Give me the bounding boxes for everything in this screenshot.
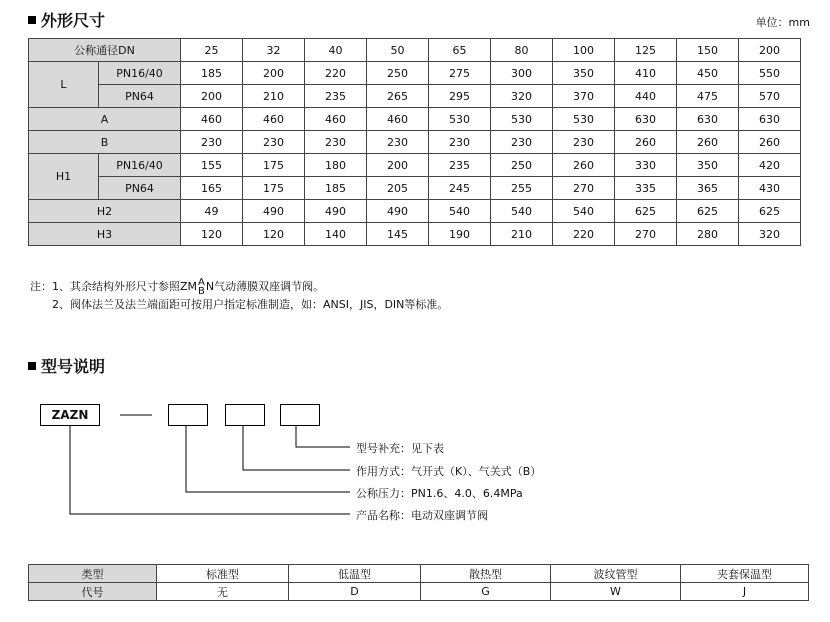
table-cell: 440 [615,85,677,108]
model-code-box: ZAZN [40,404,100,426]
table-cell: 125 [615,39,677,62]
table-cell: 270 [615,223,677,246]
table-cell: 145 [367,223,429,246]
dimensions-heading-text: 外形尺寸 [41,11,106,30]
heading-bullet [28,362,36,370]
table-cell: 365 [677,177,739,200]
table-cell: W [551,583,681,601]
table-cell: 250 [367,62,429,85]
row-label-B: B [29,131,181,154]
table-cell: 320 [491,85,553,108]
table-row [29,200,801,223]
table-cell: 波纹管型 [551,565,681,583]
table-cell: 49 [181,200,243,223]
table-cell: 275 [429,62,491,85]
table-cell: 210 [243,85,305,108]
table-cell: 570 [739,85,801,108]
table-cell: 散热型 [421,565,551,583]
table-cell: 260 [677,131,739,154]
sub-label: PN16/40 [99,154,181,177]
table-row [29,154,801,177]
table-cell: 235 [305,85,367,108]
table-cell: 630 [739,108,801,131]
row-label-H3: H3 [29,223,181,246]
fraction-bottom: B [198,286,205,297]
table-cell: 65 [429,39,491,62]
table-cell: 200 [243,62,305,85]
table-row [29,131,801,154]
table-row [29,62,801,85]
table-cell: 180 [305,154,367,177]
table-cell: 120 [243,223,305,246]
table-cell: 235 [429,154,491,177]
table-cell: 350 [553,62,615,85]
label-pressure: 公称压力：PN1.6、4.0、6.4MPa [356,487,523,500]
table-cell: 25 [181,39,243,62]
note-line-1 [30,278,448,296]
table-cell: 260 [615,131,677,154]
table-cell: 220 [553,223,615,246]
table-cell: 630 [615,108,677,131]
type-row-label: 类型 [29,565,157,583]
sub-label: PN64 [99,85,181,108]
note-line-2: 2、阀体法兰及法兰端面距可按用户指定标准制造，如：ANSI，JIS，DIN等标准。 [52,298,449,311]
table-cell: 410 [615,62,677,85]
table-cell: 530 [491,108,553,131]
table-cell: 430 [739,177,801,200]
table-cell: 260 [739,131,801,154]
table-cell: 460 [243,108,305,131]
table-cell: 270 [553,177,615,200]
table-cell: 490 [367,200,429,223]
table-row [29,108,801,131]
table-cell: 245 [429,177,491,200]
table-cell: 120 [181,223,243,246]
table-cell: 32 [243,39,305,62]
table-cell: 230 [181,131,243,154]
table-cell: 250 [491,154,553,177]
model-heading [28,354,105,377]
note-1-prefix: 注：1、其余结构外形尺寸参照ZM [30,280,198,293]
table-cell: 540 [553,200,615,223]
table-cell: D [289,583,421,601]
table-cell: 350 [677,154,739,177]
type-table [28,564,809,601]
model-slot-pressure [168,404,208,426]
table-cell: 230 [553,131,615,154]
row-label-H1: H1 [29,154,99,200]
table-cell: 40 [305,39,367,62]
table-cell: 80 [491,39,553,62]
table-cell: 夹套保温型 [681,565,809,583]
table-cell: 280 [677,223,739,246]
heading-bullet [28,16,36,24]
table-cell: 330 [615,154,677,177]
model-heading-text: 型号说明 [41,357,106,376]
table-cell: 低温型 [289,565,421,583]
table-cell: 625 [677,200,739,223]
table-cell: J [681,583,809,601]
table-cell: 155 [181,154,243,177]
leader-line-supplement [296,426,350,447]
table-cell: 175 [243,154,305,177]
leader-line-action [243,426,350,470]
label-product: 产品名称：电动双座调节阀 [356,509,488,522]
table-cell: 475 [677,85,739,108]
table-cell: 210 [491,223,553,246]
code-row-label: 代号 [29,583,157,601]
table-cell: 255 [491,177,553,200]
table-cell: 165 [181,177,243,200]
table-cell: 335 [615,177,677,200]
table-cell: 460 [367,108,429,131]
table-cell: 标准型 [157,565,289,583]
table-cell: G [421,583,551,601]
table-cell: 150 [677,39,739,62]
table-cell: 420 [739,154,801,177]
table-cell: 625 [615,200,677,223]
sub-label: PN64 [99,177,181,200]
dimensions-table [28,38,801,246]
dn-label: 公称通径DN [29,39,181,62]
ab-fraction [198,278,205,296]
table-row [29,565,809,583]
table-cell: 190 [429,223,491,246]
label-supplement: 型号补充：见下表 [356,442,444,455]
table-cell: 175 [243,177,305,200]
row-label-L: L [29,62,99,108]
fraction-top: A [198,277,205,288]
table-row [29,85,801,108]
note-1-suffix: N气动薄膜双座调节阀。 [205,280,325,293]
table-row [29,583,809,601]
table-cell: 625 [739,200,801,223]
table-cell: 540 [491,200,553,223]
table-cell: 490 [243,200,305,223]
table-cell: 530 [553,108,615,131]
notes [30,278,448,313]
table-cell: 50 [367,39,429,62]
table-cell: 200 [367,154,429,177]
table-cell: 260 [553,154,615,177]
table-cell: 140 [305,223,367,246]
table-cell: 230 [243,131,305,154]
unit-label: 单位：mm [755,16,810,29]
table-cell: 100 [553,39,615,62]
leader-line-product [70,426,350,514]
table-cell: 295 [429,85,491,108]
table-cell: 540 [429,200,491,223]
table-cell: 370 [553,85,615,108]
table-cell: 300 [491,62,553,85]
table-row [29,39,801,62]
table-cell: 无 [157,583,289,601]
table-cell: 200 [181,85,243,108]
table-cell: 205 [367,177,429,200]
table-cell: 550 [739,62,801,85]
table-cell: 460 [181,108,243,131]
table-cell: 200 [739,39,801,62]
table-cell: 185 [181,62,243,85]
table-cell: 530 [429,108,491,131]
table-cell: 230 [429,131,491,154]
table-cell: 230 [305,131,367,154]
row-label-H2: H2 [29,200,181,223]
model-slot-supplement [280,404,320,426]
model-slot-action [225,404,265,426]
dimensions-heading [28,8,105,31]
table-cell: 230 [491,131,553,154]
row-label-A: A [29,108,181,131]
sub-label: PN16/40 [99,62,181,85]
table-cell: 450 [677,62,739,85]
table-cell: 265 [367,85,429,108]
table-cell: 320 [739,223,801,246]
label-action: 作用方式：气开式（K）、气关式（B） [356,465,542,478]
leader-line-pressure [186,426,350,492]
table-cell: 460 [305,108,367,131]
table-cell: 185 [305,177,367,200]
table-row [29,177,801,200]
table-row [29,223,801,246]
table-cell: 220 [305,62,367,85]
table-cell: 230 [367,131,429,154]
table-cell: 490 [305,200,367,223]
table-cell: 630 [677,108,739,131]
